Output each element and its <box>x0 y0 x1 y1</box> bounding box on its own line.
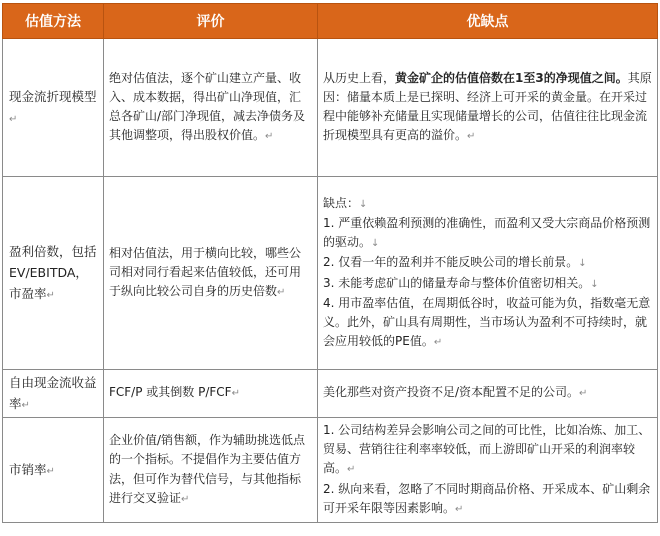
return-arrow-icon: ↵ <box>455 503 464 515</box>
cons-item: 4. 用市盈率估值，在周期低谷时，收益可能为负，指数毫无意义。此外，矿山具有周期性，当市场认为盈利不可持续时，就会应用较低的PE值。 <box>323 295 651 349</box>
table-row <box>3 177 658 370</box>
return-arrow-icon: ↵ <box>433 337 443 349</box>
table-row <box>3 418 658 523</box>
evaluation-cell <box>104 177 318 370</box>
method-earnings-multiples: 盈利倍数，包括EV/EBITDA，市盈率 <box>9 243 97 301</box>
cons-item: 1. 严重依赖盈利预测的准确性，而盈利又受大宗商品价格预测的驱动。 <box>323 215 651 250</box>
down-arrow-icon: ↓ <box>578 258 587 270</box>
return-arrow-icon: ↵ <box>347 464 356 476</box>
evaluation-earnings-multiples: 相对估值法，用于横向比较，哪些公司相对同行看起来估值较低，还可用于纵向比较公司自身的历史倍数 <box>109 245 302 299</box>
cons-item: 3. 未能考虑矿山的储量寿命与整体价值密切相关。 <box>323 275 591 290</box>
return-arrow-icon: ↵ <box>9 113 18 125</box>
return-arrow-icon: ↵ <box>181 493 190 505</box>
method-cell <box>3 177 104 370</box>
table-row <box>3 39 658 177</box>
return-arrow-icon: ↵ <box>231 388 240 400</box>
ps-item: 2. 纵向来看，忽略了不同时期商品价格、开采成本、矿山剩余可开采年限等因素影响。 <box>323 481 651 515</box>
cons-item: 2. 仅看一年的盈利并不能反映公司的增长前景。 <box>323 255 579 270</box>
table-row <box>3 370 658 418</box>
pros-cons-cell <box>318 370 658 418</box>
method-ps-ratio: 市销率 <box>9 461 47 477</box>
down-arrow-icon: ↓ <box>359 198 368 210</box>
return-arrow-icon: ↵ <box>277 287 286 299</box>
return-arrow-icon: ↵ <box>46 289 55 301</box>
pros-cons-dcf-prefix: 从历史上看， <box>323 70 396 85</box>
pros-cons-cell <box>318 39 658 177</box>
pros-cons-cell <box>318 418 658 523</box>
evaluation-cell <box>104 370 318 418</box>
method-dcf: 现金流折现模型 <box>9 88 97 104</box>
pros-cons-dcf-rest: 其原因：储量本质上是已探明、经济上可开采的黄金量。在开采过程中能够补充储量且实现储量增长的公司，估值往往比现金流折现模型具有更高的溢价。 <box>323 70 652 143</box>
table-header-row <box>3 4 658 39</box>
method-cell <box>3 39 104 177</box>
return-arrow-icon: ↵ <box>265 131 274 143</box>
return-arrow-icon: ↵ <box>467 131 476 143</box>
evaluation-dcf: 绝对估值法，逐个矿山建立产量、收入、成本数据，得出矿山净现值，汇总各矿山/部门净现值，减去净债务及其他调整项，得出股权价值。 <box>109 70 306 143</box>
evaluation-cell <box>104 39 318 177</box>
return-arrow-icon: ↵ <box>579 388 588 400</box>
pros-cons-cell <box>318 177 658 370</box>
return-arrow-icon: ↵ <box>46 465 55 477</box>
header-evaluation: 评价 <box>104 4 318 39</box>
down-arrow-icon: ↓ <box>590 278 599 290</box>
pros-cons-fcf-yield: 美化那些对资产投资不足/资本配置不足的公司。 <box>323 385 580 400</box>
evaluation-fcf-yield: FCF/P 或其倒数 P/FCF <box>109 385 232 400</box>
valuation-methods-table <box>2 3 658 523</box>
evaluation-cell <box>104 418 318 523</box>
evaluation-ps-ratio: 企业价值/销售额，作为辅助挑选低点的一个指标。不提倡作为主要估值方法，但可作为替代信号，与其他指标进行交叉验证 <box>109 433 306 505</box>
header-method: 估值方法 <box>3 4 104 39</box>
ps-item: 1. 公司结构差异会影响公司之间的可比性，比如冶炼、加工、贸易、营销往往利率率较低，而上游即矿山开采的利润率较高。 <box>323 422 651 476</box>
pros-cons-dcf-highlight: 黄金矿企的估值倍数在1至3的净现值之间。 <box>395 70 628 85</box>
down-arrow-icon: ↓ <box>371 238 380 250</box>
header-pros-cons: 优缺点 <box>318 4 658 39</box>
method-fcf-yield: 自由现金流收益率 <box>9 374 97 411</box>
return-arrow-icon: ↵ <box>21 399 30 411</box>
method-cell <box>3 418 104 523</box>
cons-title: 缺点： <box>323 195 360 210</box>
method-cell <box>3 370 104 418</box>
